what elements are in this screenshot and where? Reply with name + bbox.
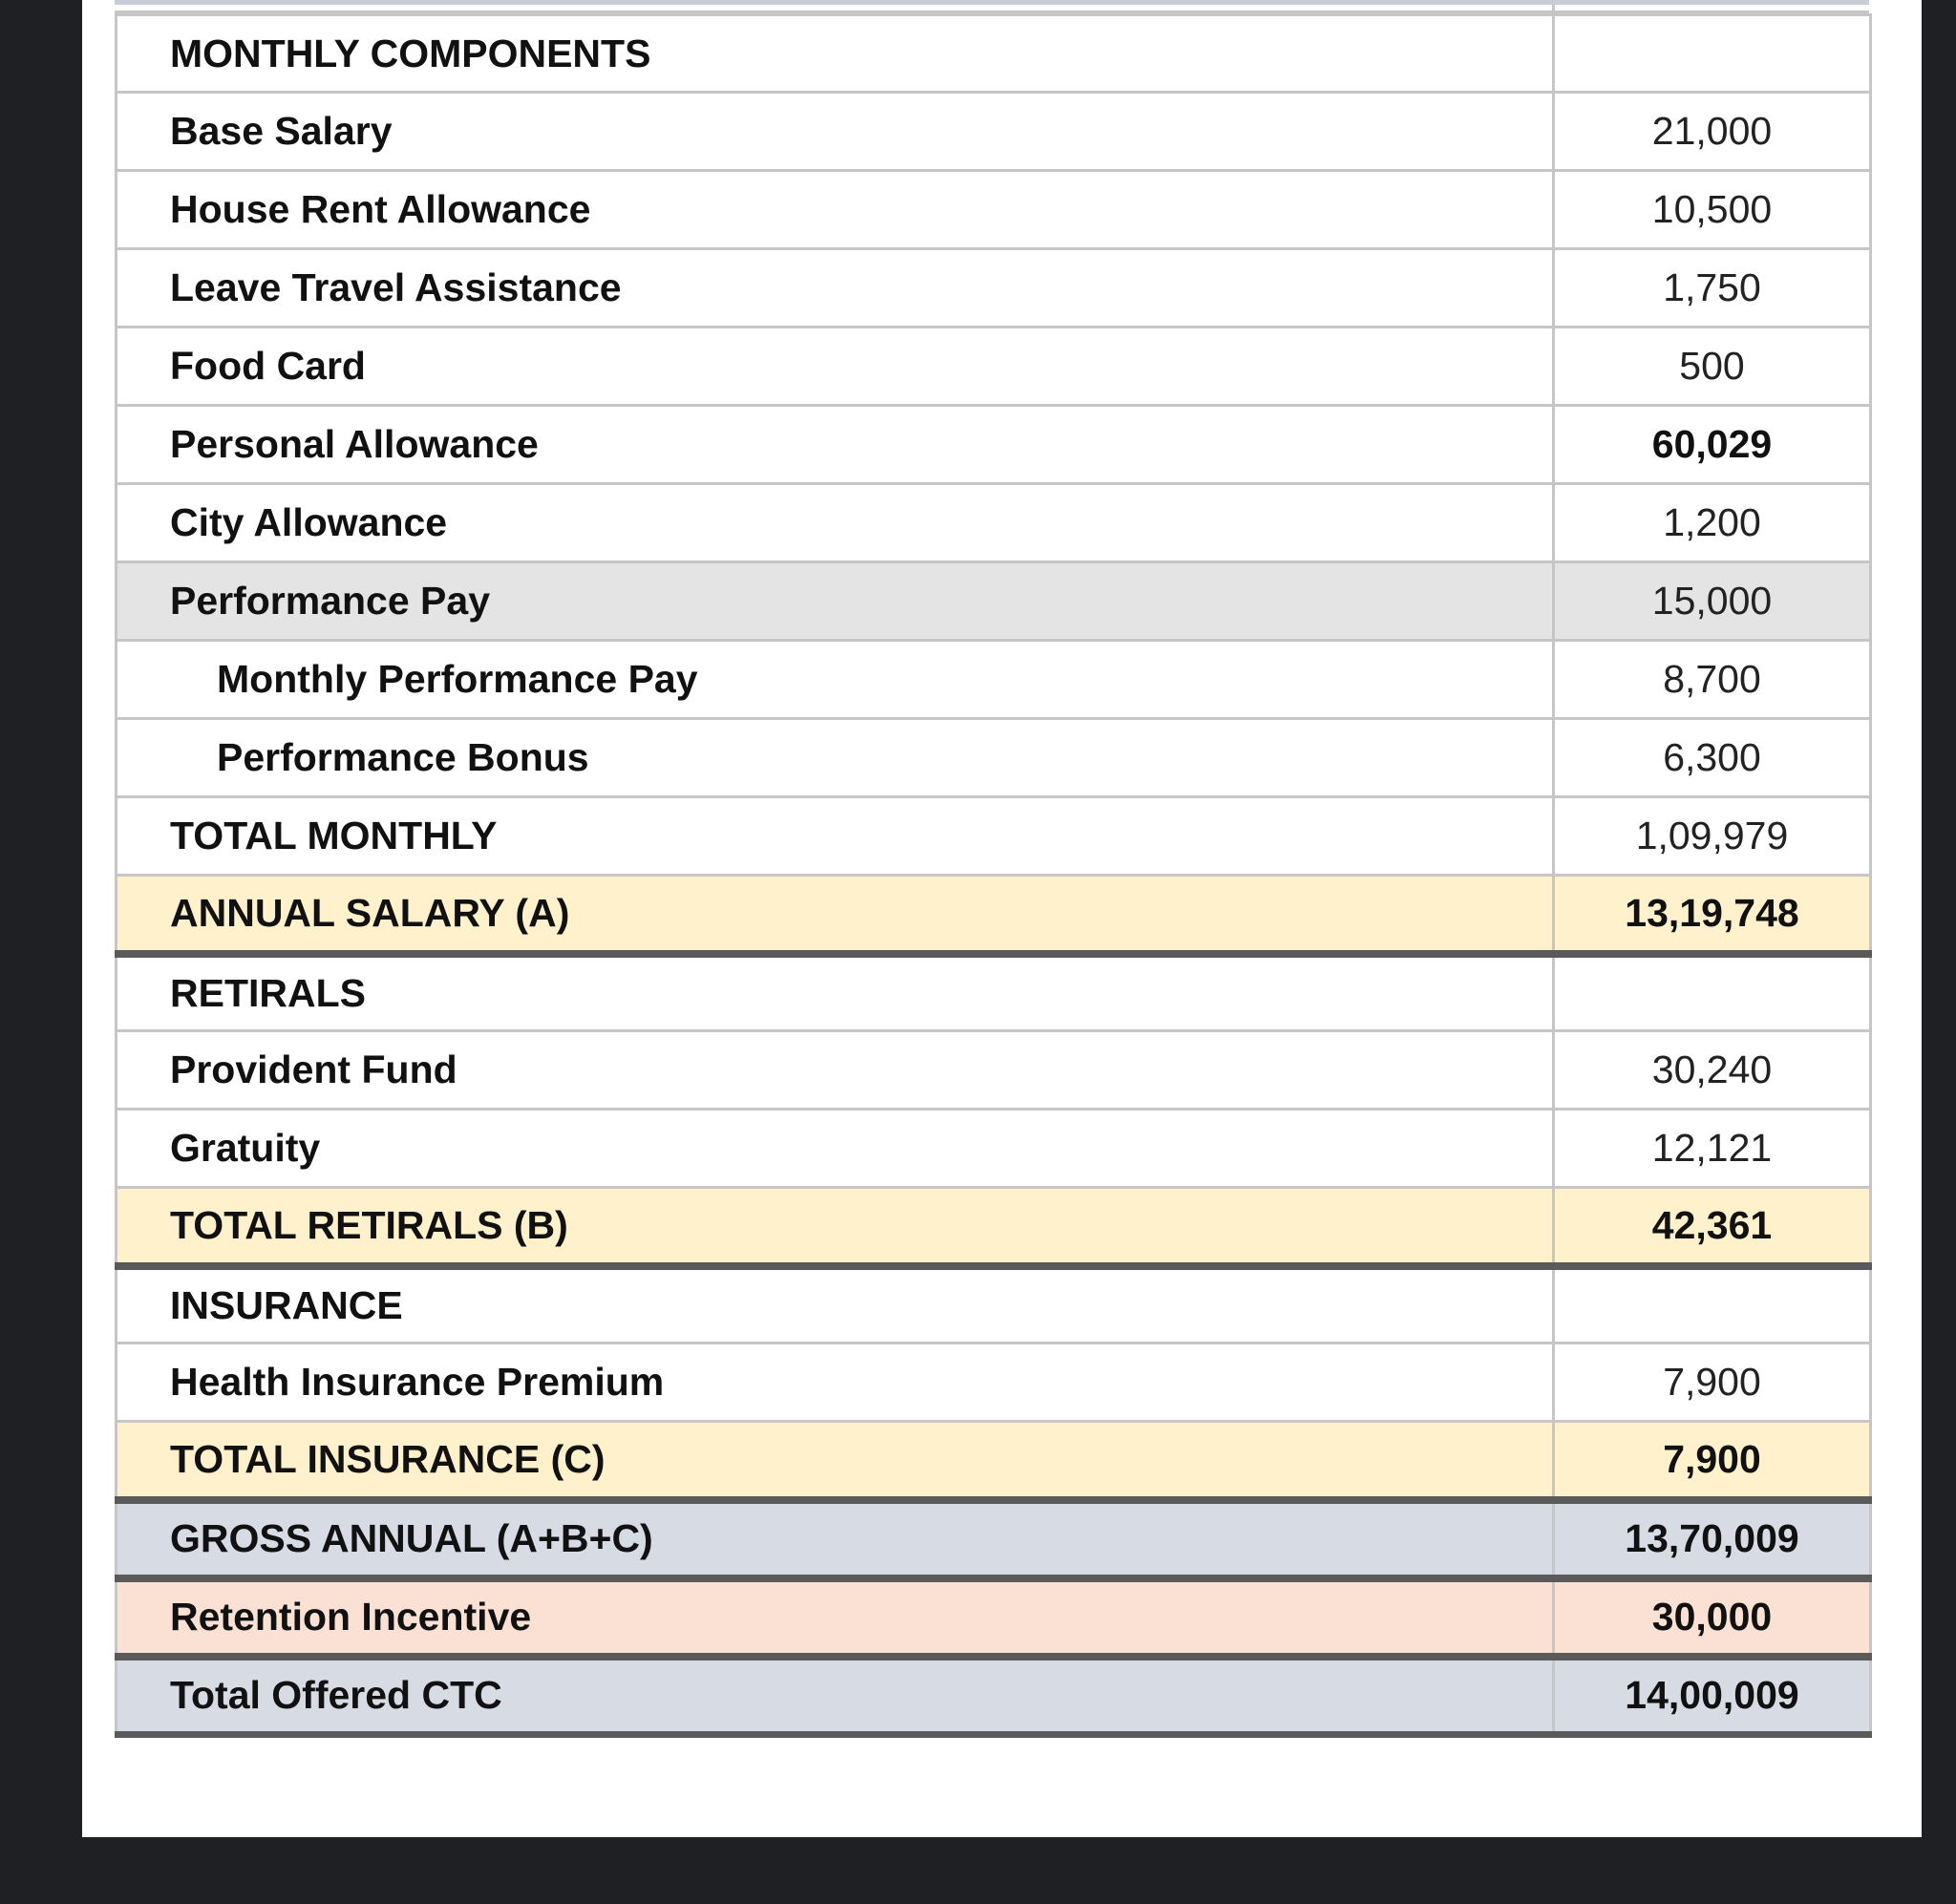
row-label: TOTAL MONTHLY [117,797,1554,876]
row-total-offered-ctc [117,1657,1871,1735]
section-header-retirals [117,954,1871,1031]
row-label: ANNUAL SALARY (A) [117,876,1554,954]
row-annual-salary [117,876,1871,954]
row-food-card [117,328,1871,406]
row-label: Base Salary [117,93,1554,171]
row-value: 7,900 [1554,1422,1871,1500]
empty-value-cell [1554,1266,1871,1343]
row-total-monthly [117,797,1871,876]
row-value: 15,000 [1554,562,1871,641]
row-house-rent-allowance [117,171,1871,249]
row-value: 30,240 [1554,1031,1871,1110]
row-value: 1,09,979 [1554,797,1871,876]
row-label: Total Offered CTC [117,1657,1554,1735]
row-label: Food Card [117,328,1554,406]
row-label: City Allowance [117,484,1554,562]
row-label: TOTAL INSURANCE (C) [117,1422,1554,1500]
row-gratuity [117,1110,1871,1188]
row-value: 6,300 [1554,719,1871,797]
section-title: INSURANCE [117,1266,1554,1343]
row-gross-annual [117,1500,1871,1578]
row-value: 7,900 [1554,1343,1871,1422]
row-value: 42,361 [1554,1188,1871,1266]
row-performance-bonus [117,719,1871,797]
ctc-breakdown-table [115,13,1872,1738]
row-label: Performance Pay [117,562,1554,641]
section-title: RETIRALS [117,954,1554,1031]
row-label: Leave Travel Assistance [117,249,1554,328]
row-value: 60,029 [1554,406,1871,484]
row-total-retirals [117,1188,1871,1266]
row-performance-pay [117,562,1871,641]
row-label: Monthly Performance Pay [117,641,1554,719]
row-value: 12,121 [1554,1110,1871,1188]
row-health-insurance-premium [117,1343,1871,1422]
empty-value-cell [1554,15,1871,93]
row-city-allowance [117,484,1871,562]
row-value: 13,19,748 [1554,876,1871,954]
row-leave-travel-assistance [117,249,1871,328]
row-value: 13,70,009 [1554,1500,1871,1578]
row-label: Provident Fund [117,1031,1554,1110]
row-retention-incentive [117,1578,1871,1657]
row-label: House Rent Allowance [117,171,1554,249]
row-value: 1,200 [1554,484,1871,562]
section-header-monthly [117,15,1871,93]
row-provident-fund [117,1031,1871,1110]
row-total-insurance [117,1422,1871,1500]
row-monthly-performance-pay [117,641,1871,719]
empty-value-cell [1554,954,1871,1031]
row-value: 8,700 [1554,641,1871,719]
row-value: 14,00,009 [1554,1657,1871,1735]
row-label: GROSS ANNUAL (A+B+C) [117,1500,1554,1578]
row-value: 10,500 [1554,171,1871,249]
row-label: Retention Incentive [117,1578,1554,1657]
table-top-edge [115,0,1869,13]
row-base-salary [117,93,1871,171]
row-label: Personal Allowance [117,406,1554,484]
row-value: 500 [1554,328,1871,406]
row-value: 21,000 [1554,93,1871,171]
row-label: Health Insurance Premium [117,1343,1554,1422]
row-label: TOTAL RETIRALS (B) [117,1188,1554,1266]
row-value: 1,750 [1554,249,1871,328]
section-header-insurance [117,1266,1871,1343]
row-value: 30,000 [1554,1578,1871,1657]
row-personal-allowance [117,406,1871,484]
section-title: MONTHLY COMPONENTS [117,15,1554,93]
row-label: Performance Bonus [117,719,1554,797]
row-label: Gratuity [117,1110,1554,1188]
